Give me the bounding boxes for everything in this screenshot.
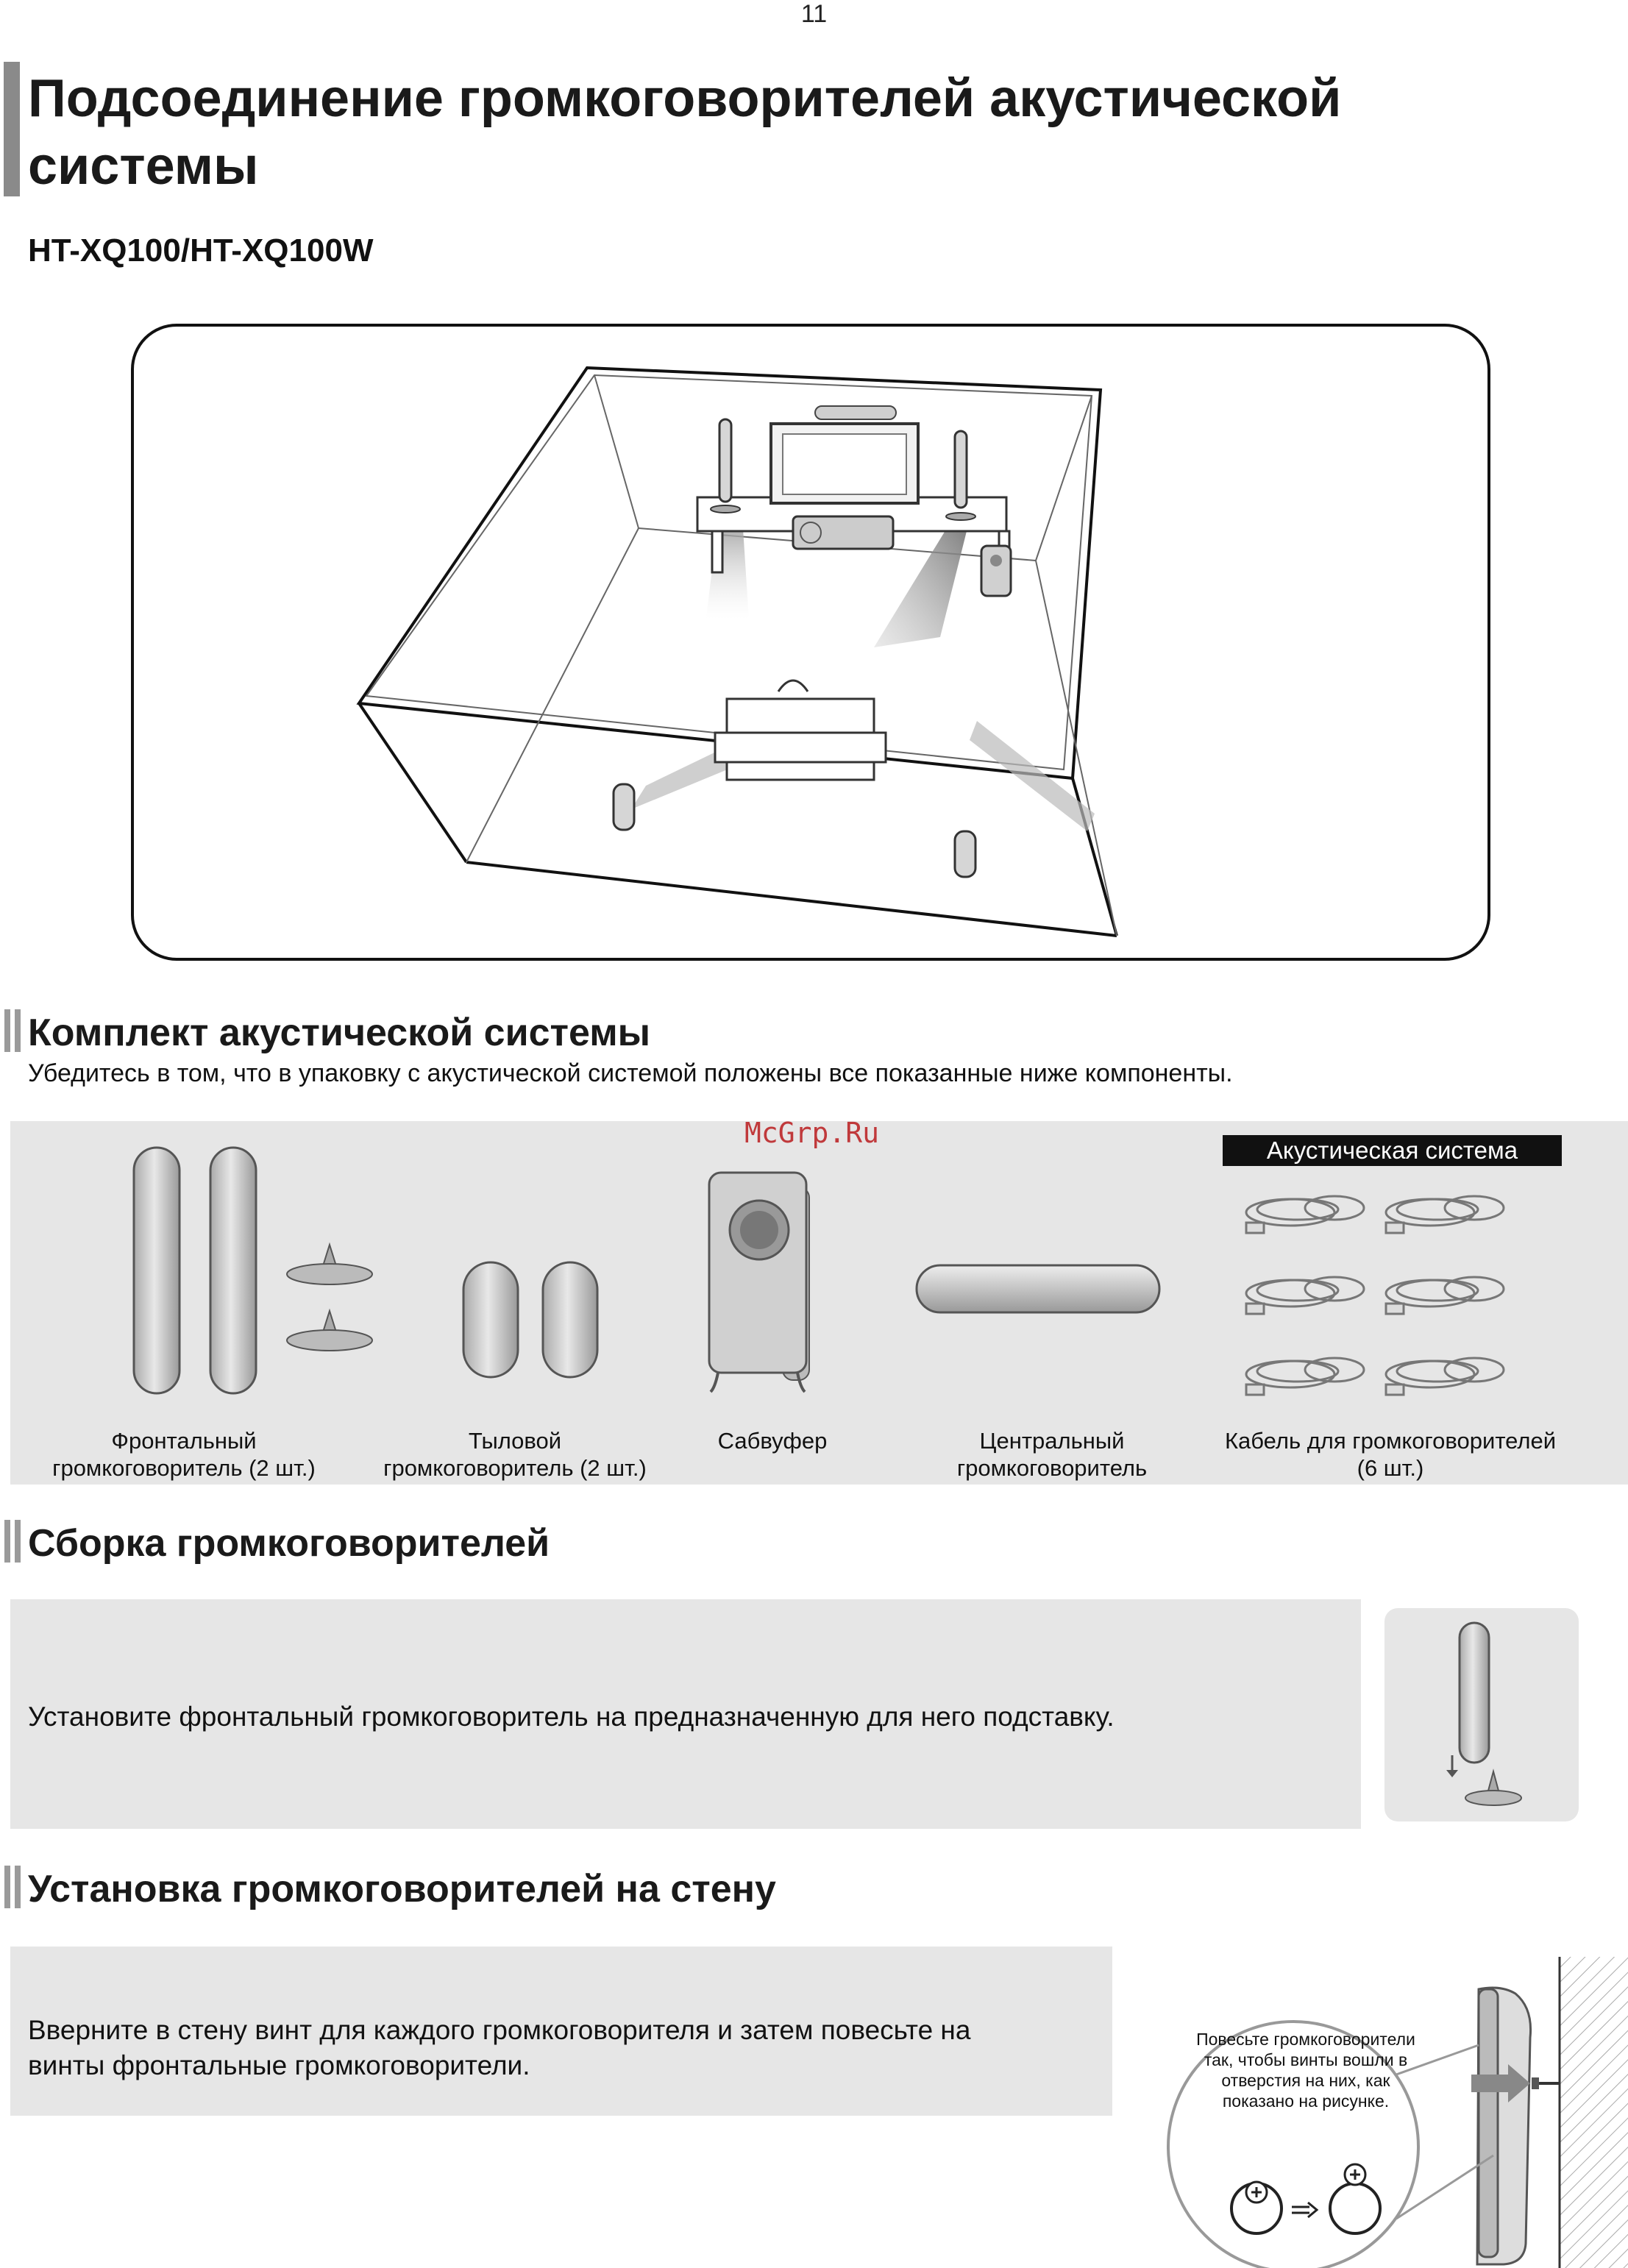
wall-text xyxy=(28,2013,1102,2083)
cable-group-label: Акустическая система xyxy=(1223,1135,1562,1166)
kit-subtitle: Убедитесь в том, что в упаковку с акустической системой положены все показанные ниже компоненты. xyxy=(28,1059,1233,1087)
kit-caption-front xyxy=(29,1427,338,1482)
kit-caption-rear xyxy=(360,1427,669,1482)
model-name: HT-XQ100/HT-XQ100W xyxy=(28,232,374,269)
subwoofer-illustration xyxy=(709,1173,809,1392)
title-accent-bar xyxy=(4,62,20,196)
kit-caption-cables xyxy=(1206,1427,1574,1482)
wall-text-line2: винты фронтальные громкоговорители. xyxy=(28,2050,530,2080)
wall-mount-illustration xyxy=(1162,1957,1628,2268)
kit-caption-subwoofer xyxy=(662,1427,883,1454)
watermark-text: McGrp.Ru xyxy=(744,1117,880,1149)
wall-text-line1: Вверните в стену винт для каждого громкоговорителя и затем повесьте на xyxy=(28,2015,971,2045)
assembly-illustration xyxy=(1384,1608,1579,1821)
kit-caption-rear-line1: Тыловой xyxy=(468,1428,562,1454)
front-speaker-illustration xyxy=(134,1148,372,1393)
page-number: 11 xyxy=(800,0,828,28)
assembly-heading-accent xyxy=(4,1520,25,1563)
kit-heading-accent xyxy=(4,1009,25,1052)
wall-heading: Установка громкоговорителей на стену xyxy=(28,1868,776,1910)
page-title: Подсоединение громкоговорителей акустической системы xyxy=(28,69,1342,196)
kit-caption-center-line2: громкоговоритель xyxy=(956,1455,1148,1481)
speaker-cables-illustration xyxy=(1246,1196,1504,1395)
kit-caption-front-line1: Фронтальный xyxy=(111,1428,257,1454)
kit-caption-rear-line2: громкоговоритель (2 шт.) xyxy=(383,1455,647,1481)
kit-caption-subwoofer-line1: Сабвуфер xyxy=(717,1428,828,1454)
kit-caption-center-line1: Центральный xyxy=(979,1428,1125,1454)
wall-heading-accent xyxy=(4,1866,25,1908)
kit-heading: Комплект акустической системы xyxy=(28,1012,651,1054)
room-layout-diagram xyxy=(131,324,1490,961)
rear-speaker-illustration xyxy=(463,1262,597,1377)
center-speaker-illustration xyxy=(917,1265,1159,1312)
wall-callout-text: Повесьте громкоговорители так, чтобы винты вошли в отверстия на них, как показано на рисунке. xyxy=(1196,2030,1415,2111)
kit-caption-cables-line2: (6 шт.) xyxy=(1357,1455,1424,1481)
kit-caption-front-line2: громкоговоритель (2 шт.) xyxy=(52,1455,316,1481)
kit-caption-cables-line1: Кабель для громкоговорителей xyxy=(1224,1428,1557,1454)
assembly-text: Установите фронтальный громкоговоритель на предназначенную для него подставку. xyxy=(28,1702,1115,1732)
kit-caption-center xyxy=(897,1427,1206,1482)
assembly-heading: Сборка громкоговорителей xyxy=(28,1522,550,1565)
